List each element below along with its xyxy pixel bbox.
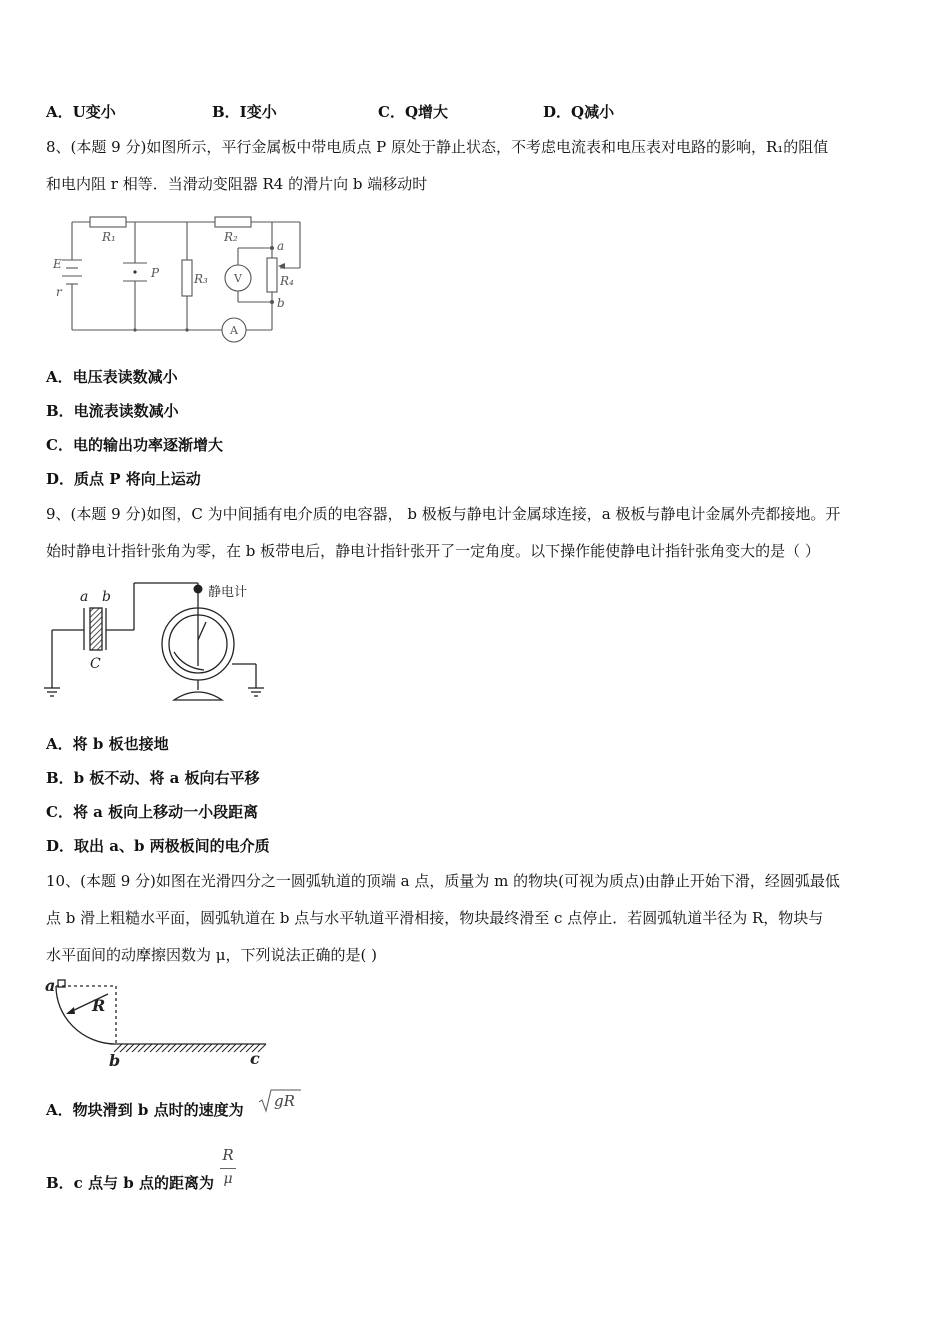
q8-stem-line1: 8、(本题 9 分)如图所示，平行金属板中带电质点 P 原处于静止状态，不考虑电流表和电压表对电路的影响，R₁的阻值 <box>46 138 829 156</box>
q10-option-a-radicand: gR <box>274 1092 295 1110</box>
q10-stem-line2: 点 b 滑上粗糙水平面，圆弧轨道在 b 点与水平轨道平滑相接，物块最终滑至 c 点停止．若圆弧轨道半径为 R，物块与 <box>46 909 824 927</box>
q9-label-a: a <box>80 589 89 605</box>
q10-label-c: c <box>250 1049 260 1068</box>
q9-stem-line2: 始时静电计指针张角为零，在 b 板带电后，静电计指针张开了一定角度。以下操作能使静电计指针张角变大的是（ ） <box>46 542 820 560</box>
q10-option-b-text: B．c 点与 b 点的距离为 <box>46 1174 214 1192</box>
q7-option-a: A．U变小 <box>46 103 116 121</box>
q9-label-electrometer: 静电计 <box>208 585 248 600</box>
q9-electrometer-diagram <box>44 578 274 708</box>
q10-option-b <box>46 1173 214 1193</box>
q9-label-b: b <box>102 589 111 605</box>
q8-label-b: b <box>277 296 285 310</box>
q9-option-d: D．取出 a、b 两极板间的电介质 <box>46 837 270 855</box>
q7-option-b: B．I变小 <box>212 103 277 121</box>
q7-option-d: D．Q减小 <box>543 103 615 121</box>
q8-label-P: P <box>151 266 160 280</box>
q8-option-b: B．电流表读数减小 <box>46 402 179 420</box>
q10-label-R: R <box>92 996 106 1015</box>
q10-option-b-denominator: μ <box>223 1171 233 1187</box>
q10-stem-line3: 水平面间的动摩擦因数为 μ，下列说法正确的是( ) <box>46 946 377 964</box>
q9-option-c: C．将 a 板向上移动一小段距离 <box>46 803 259 821</box>
q8-option-a: A．电压表读数减小 <box>46 368 178 386</box>
q10-label-a: a <box>45 976 56 995</box>
q10-option-b-fraction <box>218 1146 238 1194</box>
q10-option-a-sqrt <box>258 1088 302 1114</box>
q10-option-a <box>46 1100 244 1120</box>
q8-option-d: D．质点 P 将向上运动 <box>46 470 201 488</box>
q10-option-a-text: A．物块滑到 b 点时的速度为 <box>46 1101 244 1119</box>
q8-label-R2: R₂ <box>224 230 238 244</box>
q8-label-E: E <box>53 257 62 271</box>
q8-option-c: C．电的输出功率逐渐增大 <box>46 436 223 454</box>
q10-option-b-numerator: R <box>222 1146 234 1164</box>
q8-label-V: V <box>234 272 242 285</box>
q8-label-a: a <box>277 239 285 253</box>
q10-stem-line1: 10、(本题 9 分)如图在光滑四分之一圆弧轨道的顶端 a 点，质量为 m 的物块(可视为质点)由静止开始下滑，经圆弧最低 <box>46 872 840 890</box>
q10-track-diagram <box>44 972 274 1072</box>
q9-option-b: B．b 板不动、将 a 板向右平移 <box>46 769 260 787</box>
fraction-bar <box>220 1168 236 1169</box>
q7-options <box>46 102 746 122</box>
q10-label-b: b <box>109 1051 121 1070</box>
q8-label-r: r <box>56 285 62 299</box>
q9-option-a: A．将 b 板也接地 <box>46 735 169 753</box>
q8-label-R4: R₄ <box>280 274 294 288</box>
q8-label-R3: R₃ <box>194 272 208 286</box>
q9-stem-line1: 9、(本题 9 分)如图，C 为中间插有电介质的电容器， b 极板与静电计金属球连接，a 极板与静电计金属外壳都接地。开 <box>46 505 841 523</box>
q8-label-A: A <box>230 324 238 337</box>
q8-stem-line2: 和电内阻 r 相等．当滑动变阻器 R4 的滑片向 b 端移动时 <box>46 175 428 193</box>
q7-option-c: C．Q增大 <box>378 103 449 121</box>
q8-label-R1: R₁ <box>102 230 116 244</box>
q8-circuit-diagram <box>50 210 320 350</box>
q9-label-C: C <box>90 656 101 672</box>
